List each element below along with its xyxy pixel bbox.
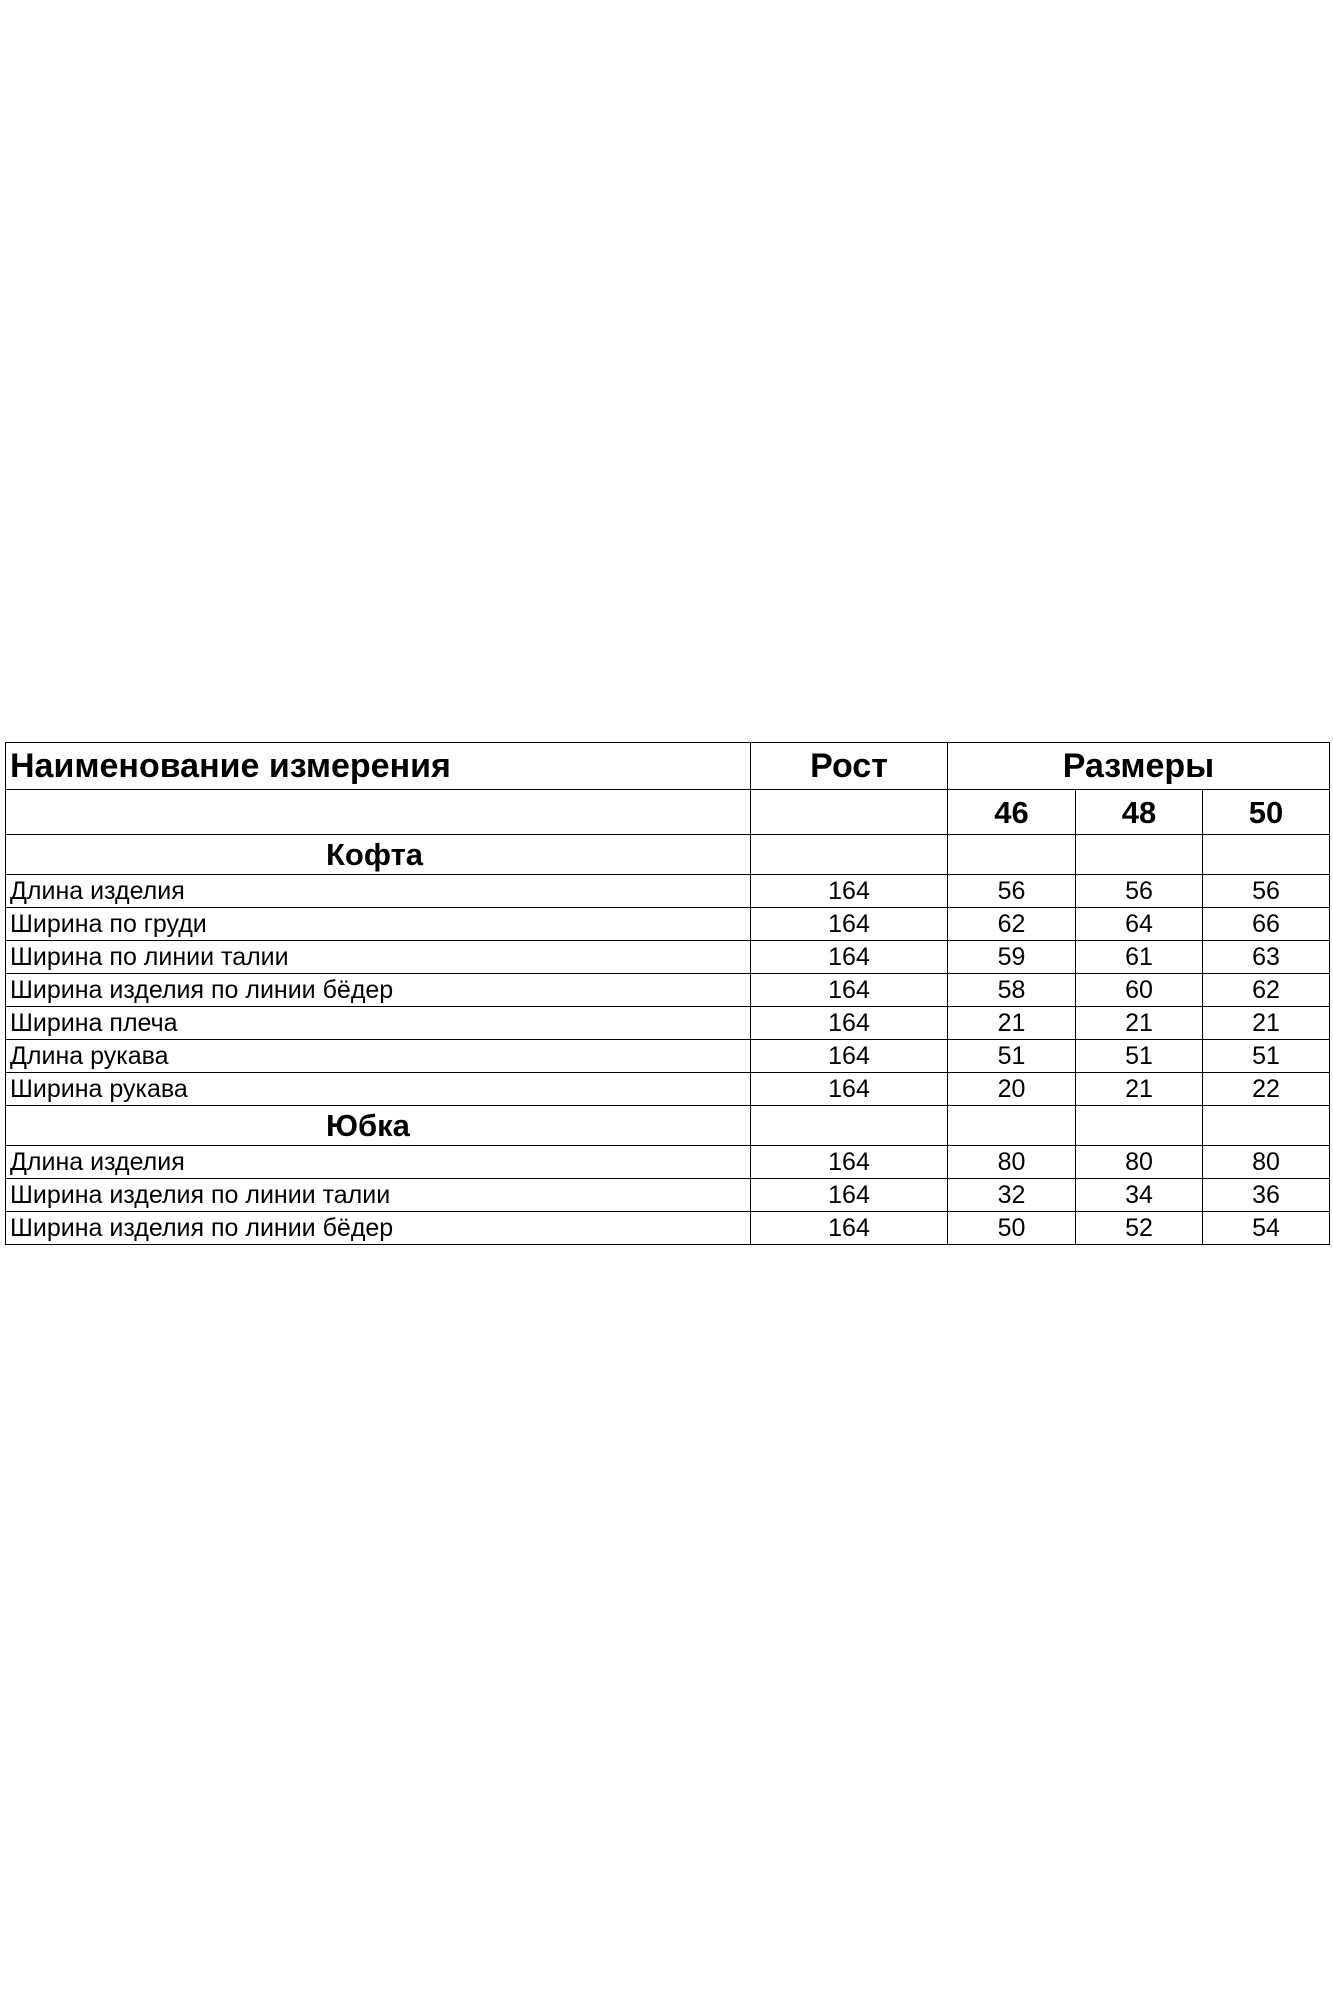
height-value: 164 — [751, 1073, 948, 1106]
measurement-name: Ширина плеча — [6, 1007, 751, 1040]
table-row — [6, 1040, 1330, 1073]
section-blank-cell — [1076, 835, 1203, 875]
measurement-name: Длина изделия — [6, 875, 751, 908]
size-value: 66 — [1203, 908, 1330, 941]
height-value: 164 — [751, 1007, 948, 1040]
size-value: 22 — [1203, 1073, 1330, 1106]
size-value: 80 — [1203, 1146, 1330, 1179]
height-value: 164 — [751, 1146, 948, 1179]
header-sizes-row — [6, 790, 1330, 835]
section-blank-cell — [1203, 1106, 1330, 1146]
header-row — [6, 743, 1330, 790]
section-blank-cell — [751, 1106, 948, 1146]
size-value: 21 — [948, 1007, 1076, 1040]
table-row — [6, 974, 1330, 1007]
size-value: 58 — [948, 974, 1076, 1007]
size-value: 51 — [1203, 1040, 1330, 1073]
measurement-name: Длина изделия — [6, 1146, 751, 1179]
size-chart-table — [5, 742, 1330, 1245]
table-row — [6, 941, 1330, 974]
header-height-label: Рост — [751, 743, 948, 790]
size-value: 60 — [1076, 974, 1203, 1007]
table-row — [6, 1007, 1330, 1040]
table-row — [6, 908, 1330, 941]
size-value: 51 — [1076, 1040, 1203, 1073]
header-blank-cell — [6, 790, 751, 835]
size-value: 80 — [948, 1146, 1076, 1179]
table-row — [6, 1212, 1330, 1245]
size-value: 52 — [1076, 1212, 1203, 1245]
section-title: Юбка — [6, 1106, 751, 1146]
size-value: 32 — [948, 1179, 1076, 1212]
section-blank-cell — [948, 1106, 1076, 1146]
size-value: 62 — [948, 908, 1076, 941]
header-sizes-label: Размеры — [948, 743, 1330, 790]
section-row-yubka — [6, 1106, 1330, 1146]
size-value: 21 — [1076, 1007, 1203, 1040]
size-value: 56 — [1203, 875, 1330, 908]
size-value: 51 — [948, 1040, 1076, 1073]
size-value: 21 — [1076, 1073, 1203, 1106]
size-value: 59 — [948, 941, 1076, 974]
height-value: 164 — [751, 875, 948, 908]
size-header-46: 46 — [948, 790, 1076, 835]
size-value: 50 — [948, 1212, 1076, 1245]
size-value: 63 — [1203, 941, 1330, 974]
section-blank-cell — [1203, 835, 1330, 875]
size-value: 61 — [1076, 941, 1203, 974]
height-value: 164 — [751, 941, 948, 974]
height-value: 164 — [751, 1040, 948, 1073]
measurement-name: Ширина изделия по линии бёдер — [6, 974, 751, 1007]
measurement-name: Ширина рукава — [6, 1073, 751, 1106]
size-value: 21 — [1203, 1007, 1330, 1040]
height-value: 164 — [751, 1212, 948, 1245]
size-value: 56 — [1076, 875, 1203, 908]
table-row — [6, 1146, 1330, 1179]
size-value: 62 — [1203, 974, 1330, 1007]
size-value: 20 — [948, 1073, 1076, 1106]
section-blank-cell — [948, 835, 1076, 875]
header-name-label: Наименование измерения — [6, 743, 751, 790]
size-value: 36 — [1203, 1179, 1330, 1212]
size-value: 34 — [1076, 1179, 1203, 1212]
table-row — [6, 1073, 1330, 1106]
height-value: 164 — [751, 1179, 948, 1212]
measurement-name: Ширина изделия по линии бёдер — [6, 1212, 751, 1245]
section-title: Кофта — [6, 835, 751, 875]
section-row-kofta — [6, 835, 1330, 875]
table-row — [6, 875, 1330, 908]
section-blank-cell — [1076, 1106, 1203, 1146]
size-header-48: 48 — [1076, 790, 1203, 835]
measurement-name: Ширина по линии талии — [6, 941, 751, 974]
size-value: 56 — [948, 875, 1076, 908]
table-row — [6, 1179, 1330, 1212]
height-value: 164 — [751, 974, 948, 1007]
header-blank-cell — [751, 790, 948, 835]
height-value: 164 — [751, 908, 948, 941]
size-value: 54 — [1203, 1212, 1330, 1245]
section-blank-cell — [751, 835, 948, 875]
size-value: 64 — [1076, 908, 1203, 941]
measurement-name: Длина рукава — [6, 1040, 751, 1073]
size-header-50: 50 — [1203, 790, 1330, 835]
size-value: 80 — [1076, 1146, 1203, 1179]
measurement-name: Ширина изделия по линии талии — [6, 1179, 751, 1212]
measurement-name: Ширина по груди — [6, 908, 751, 941]
